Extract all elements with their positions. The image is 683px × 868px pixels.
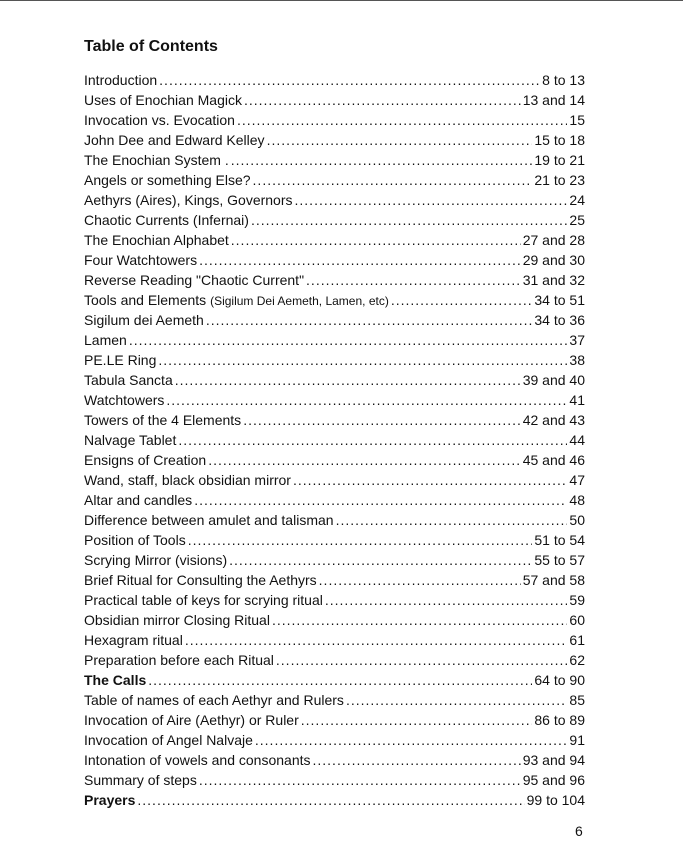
toc-entry-title: Preparation before each Ritual [84,652,274,668]
toc-entry[interactable] [84,670,585,690]
dot-leader [295,190,568,210]
dot-leader [178,430,567,450]
toc-entry-pages: 62 [569,652,585,668]
toc-entry-title: Nalvage Tablet [84,432,177,448]
page-title: Table of Contents [84,38,218,55]
toc-entry[interactable] [84,410,585,430]
dot-leader [208,450,521,470]
toc-entry-pages: 47 [569,472,585,488]
toc-entry-pages: 8 to 13 [542,72,585,88]
dot-leader [319,570,521,590]
toc-entry-title: Difference between amulet and talisman [84,512,334,528]
dot-leader [175,370,521,390]
toc-entry-pages: 34 to 36 [534,312,585,328]
toc-entry[interactable] [84,570,585,590]
toc-entry-pages: 86 to 89 [534,712,585,728]
dot-leader [255,730,568,750]
dot-leader [346,690,567,710]
dot-leader [301,710,533,730]
toc-entry-pages: 59 [569,592,585,608]
dot-leader [325,590,568,610]
dot-leader [267,130,533,150]
toc-entry-title: Intonation of vowels and consonants [84,752,311,768]
toc-entry-title: Invocation vs. Evocation [84,112,235,128]
toc-entry-title: Position of Tools [84,532,186,548]
toc-entry-title: Prayers [84,792,136,808]
toc-entry[interactable] [84,210,585,230]
toc-entry-pages: 61 [569,632,585,648]
toc-entry-title: Obsidian mirror Closing Ritual [84,612,270,628]
toc-entry-title: John Dee and Edward Kelley [84,132,265,148]
dot-leader [251,210,567,230]
toc-entry-pages: 24 [569,192,585,208]
toc-entry-pages: 85 [569,692,585,708]
dot-leader [231,230,521,250]
toc-entry-pages: 93 and 94 [522,752,585,768]
toc-entry-pages: 60 [569,612,585,628]
toc-entry-subtitle: (Sigilum Dei Aemeth, Lamen, etc) [210,294,389,308]
dot-leader [306,270,521,290]
dot-leader [243,410,521,430]
dot-leader [159,70,540,90]
toc-entry[interactable] [84,230,585,250]
toc-entry[interactable] [84,110,585,130]
toc-entry-pages: 27 and 28 [522,232,585,248]
toc-entry[interactable] [84,250,585,270]
toc-entry[interactable] [84,710,585,730]
toc-entry-title: The Calls [84,672,147,688]
toc-entry[interactable] [84,550,585,570]
toc-entry-title: Hexagram ritual [84,632,183,648]
toc-entry-title: Tools and Elements (Sigilum Dei Aemeth, Lamen, etc) [84,292,389,308]
toc-entry-title: Invocation of Angel Nalvaje [84,732,253,748]
toc-entry[interactable] [84,490,585,510]
toc-entry[interactable] [84,590,585,610]
dot-leader [272,610,567,630]
toc-entry-title: Lamen [84,332,127,348]
toc-entry[interactable] [84,610,585,630]
dot-leader [231,150,533,170]
toc-entry-title: Aethyrs (Aires), Kings, Governors [84,192,293,208]
toc-entry[interactable] [84,150,585,170]
toc-entry-title: Sigilum dei Aemeth [84,312,204,328]
dot-leader [188,530,533,550]
dot-leader [158,350,567,370]
toc-entry[interactable] [84,190,585,210]
toc-entry-pages: 42 and 43 [522,412,585,428]
dot-leader [194,490,567,510]
toc-entry[interactable] [84,790,585,810]
toc-entry-title: Towers of the 4 Elements [84,412,242,428]
toc-entry-title: Brief Ritual for Consulting the Aethyrs [84,572,317,588]
toc-entry[interactable] [84,770,585,790]
dot-leader [199,250,521,270]
toc-entry[interactable] [84,530,585,550]
toc-entry-pages: 64 to 90 [534,672,585,688]
toc-entry[interactable] [84,430,585,450]
toc-entry-title: The Enochian Alphabet [84,232,229,248]
toc-entry-title: Tabula Sancta [84,372,173,388]
toc-entry-title: Watchtowers [84,392,165,408]
toc-entry[interactable] [84,90,585,110]
dot-leader [244,90,521,110]
toc-entry-title: Table of names of each Aethyr and Rulers [84,692,344,708]
dot-leader [293,470,567,490]
toc-entry-pages: 39 and 40 [522,372,585,388]
toc-entry[interactable] [84,750,585,770]
toc-entry-pages: 19 to 21 [534,152,585,168]
toc-entry-pages: 48 [569,492,585,508]
dot-leader [276,650,568,670]
toc-entry[interactable] [84,470,585,490]
toc-entry-pages: 41 [569,392,585,408]
toc-entry-title: Angels or something Else? [84,172,251,188]
toc-entry-pages: 50 [569,512,585,528]
toc-entry-pages: 13 and 14 [522,92,585,108]
table-of-contents [84,70,585,810]
toc-entry[interactable] [84,630,585,650]
toc-entry[interactable] [84,450,585,470]
toc-entry-pages: 44 [569,432,585,448]
toc-entry[interactable] [84,270,585,290]
dot-leader [336,510,568,530]
toc-entry[interactable] [84,310,585,330]
toc-entry-pages: 25 [569,212,585,228]
dot-leader [148,670,532,690]
dot-leader [391,290,533,310]
toc-entry-title: Uses of Enochian Magick [84,92,242,108]
toc-entry-pages: 15 to 18 [534,132,585,148]
toc-entry-title: The Enochian System . [84,152,229,168]
toc-entry-pages: 29 and 30 [522,252,585,268]
toc-entry-title: Scrying Mirror (visions) [84,552,228,568]
toc-entry-pages: 95 and 96 [522,772,585,788]
toc-entry-title: Invocation of Aire (Aethyr) or Ruler [84,712,299,728]
toc-entry[interactable] [84,690,585,710]
toc-entry-pages: 51 to 54 [534,532,585,548]
toc-entry-title: Practical table of keys for scrying ritual [84,592,323,608]
toc-entry-pages: 37 [569,332,585,348]
toc-entry[interactable] [84,330,585,350]
dot-leader [129,330,568,350]
toc-entry-title: Altar and candles [84,492,193,508]
dot-leader [253,170,533,190]
toc-entry[interactable] [84,370,585,390]
toc-entry-title: Summary of steps [84,772,197,788]
toc-entry-title: Chaotic Currents (Infernai) [84,212,249,228]
dot-leader [237,110,567,130]
toc-entry-title: Ensigns of Creation [84,452,207,468]
toc-entry[interactable] [84,290,585,310]
toc-entry[interactable] [84,170,585,190]
toc-entry-title: Wand, staff, black obsidian mirror [84,472,291,488]
dot-leader [313,750,521,770]
toc-entry[interactable] [84,730,585,750]
toc-entry-pages: 91 [569,732,585,748]
toc-entry[interactable] [84,390,585,410]
toc-entry-pages: 34 to 51 [534,292,585,308]
dot-leader [166,390,567,410]
toc-entry-pages: 99 to 104 [526,792,585,808]
page-top-border [0,0,683,1]
page-number: 6 [575,823,583,839]
toc-entry-pages: 45 and 46 [522,452,585,468]
dot-leader [137,790,524,810]
dot-leader [206,310,533,330]
toc-entry[interactable] [84,70,585,90]
toc-entry[interactable] [84,350,585,370]
toc-entry[interactable] [84,650,585,670]
toc-entry-title: Reverse Reading "Chaotic Current" [84,272,305,288]
dot-leader [185,630,568,650]
toc-entry-title: Four Watchtowers [84,252,198,268]
toc-entry-title: Introduction [84,72,158,88]
dot-leader [229,550,532,570]
toc-entry-title: PE.LE Ring [84,352,157,368]
toc-entry-pages: 55 to 57 [534,552,585,568]
toc-entry-pages: 21 to 23 [534,172,585,188]
toc-entry[interactable] [84,510,585,530]
toc-entry[interactable] [84,130,585,150]
toc-entry-pages: 31 and 32 [522,272,585,288]
toc-entry-pages: 57 and 58 [522,572,585,588]
toc-entry-pages: 38 [569,352,585,368]
toc-entry-pages: 15 [569,112,585,128]
dot-leader [199,770,521,790]
